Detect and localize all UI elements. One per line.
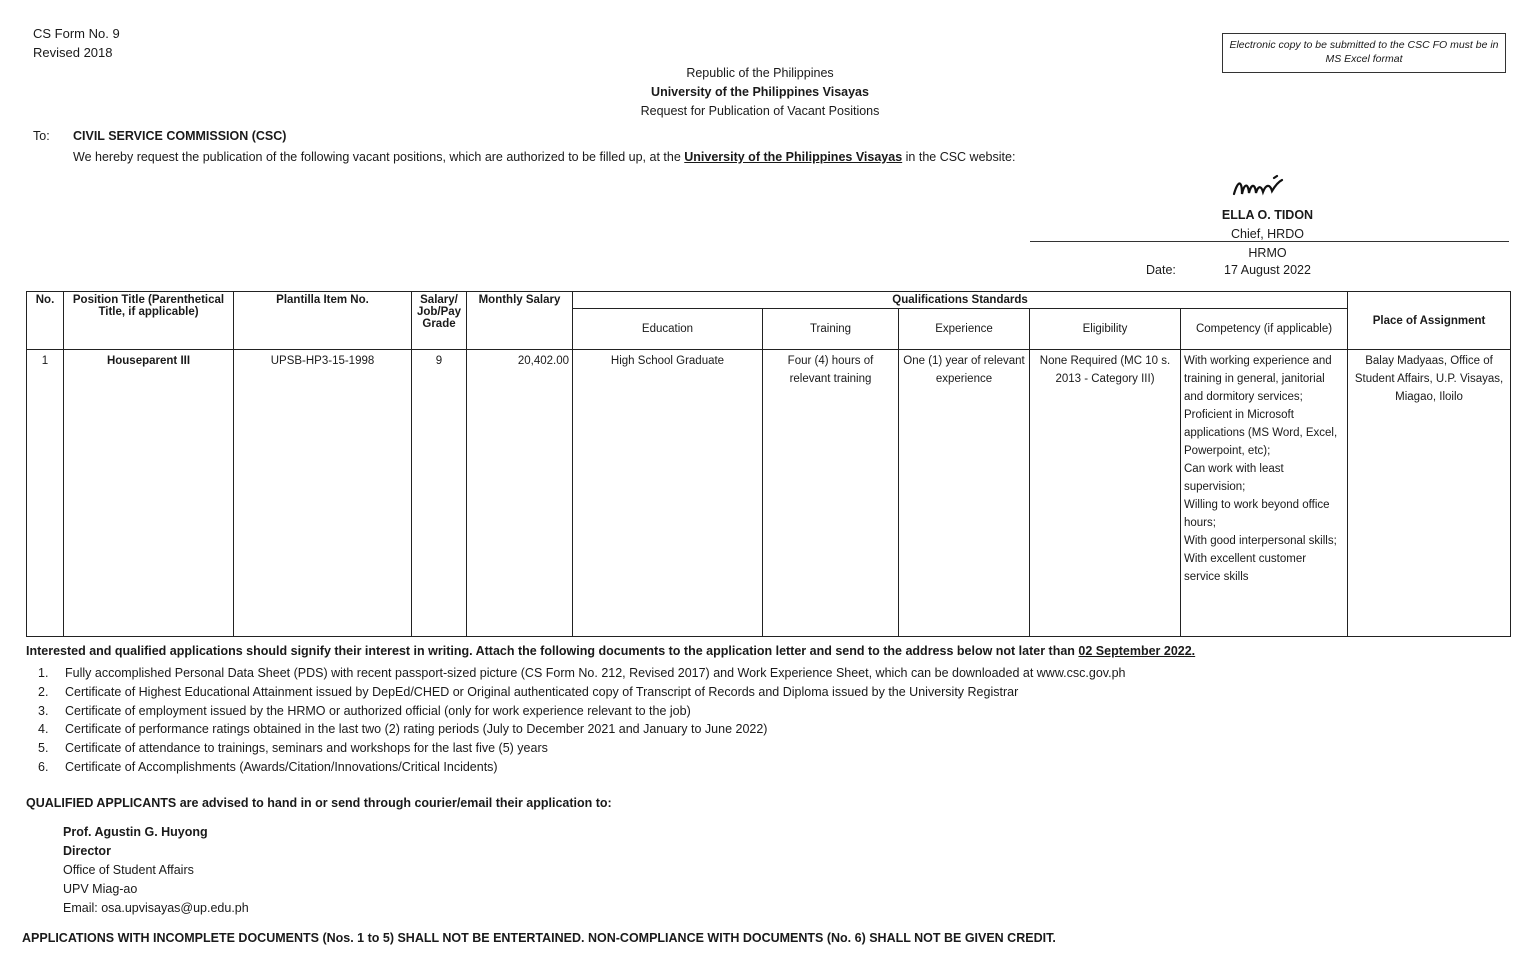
- signatory-office: HRMO: [1248, 246, 1287, 260]
- date-value: 17 August 2022: [1224, 263, 1311, 277]
- list-item-text: Fully accomplished Personal Data Sheet (PDS) with recent passport-sized picture (CS Form No. 212, Revised 2017) and Work Experience Sheet, which can be downloaded at www.csc.gov.ph: [65, 666, 1126, 680]
- list-item-text: Certificate of Highest Educational Attainment issued by DepEd/CHED or Original authenticated copy of Transcript of Records and Diploma issued by the University Registrar: [65, 684, 1019, 699]
- cell-education: High School Graduate: [573, 350, 763, 637]
- competency-item: With excellent customer service skills: [1184, 553, 1307, 583]
- table-row: [27, 350, 1511, 637]
- application-instructions: [26, 644, 1195, 658]
- col-header-eligibility: Eligibility: [1030, 309, 1181, 350]
- deadline-date: 02 September 2022.: [1078, 644, 1196, 658]
- compliance-warning: APPLICATIONS WITH INCOMPLETE DOCUMENTS (Nos. 1 to 5) SHALL NOT BE ENTERTAINED. NON-COMPLIANCE WITH DOCUMENTS (No. 6) SHALL NOT BE GIVEN CREDIT.: [22, 931, 1056, 945]
- table-header-row: [27, 292, 1511, 309]
- list-item-text: Certificate of employment issued by the HRMO or authorized official (only for work experience relevant to the job): [65, 703, 691, 718]
- list-item: [38, 758, 1125, 777]
- document-header: [560, 64, 960, 121]
- list-item-number: 6.: [38, 759, 49, 774]
- date-label: Date:: [1146, 263, 1176, 277]
- col-header-monthly-salary: Monthly Salary: [467, 292, 573, 350]
- document-title: Request for Publication of Vacant Positions: [640, 104, 880, 118]
- competency-item: Willing to work beyond office hours;: [1184, 499, 1330, 529]
- requirements-list: [38, 664, 1125, 777]
- competency-item: Can work with least supervision;: [1184, 463, 1284, 493]
- agency-name: University of the Philippines Visayas: [651, 85, 869, 99]
- contact-address: UPV Miag-ao: [63, 882, 138, 896]
- list-item: [38, 739, 1125, 758]
- advisory-text: QUALIFIED APPLICANTS are advised to hand in or send through courier/email their application to:: [26, 796, 612, 810]
- contact-email: Email: osa.upvisayas@up.edu.ph: [63, 901, 249, 915]
- signature-rule: [1030, 241, 1509, 242]
- col-header-position-title: Position Title (Parenthetical Title, if applicable): [64, 292, 234, 350]
- form-revision: Revised 2018: [33, 45, 113, 60]
- cell-training: Four (4) hours of relevant training: [763, 350, 899, 637]
- request-text-before: We hereby request the publication of the following vacant positions, which are authorized to be filled up, at the: [73, 150, 685, 164]
- col-header-education: Education: [573, 309, 763, 350]
- cell-plantilla: UPSB-HP3-15-1998: [234, 350, 412, 637]
- list-item: [38, 720, 1125, 739]
- list-item: [38, 683, 1125, 702]
- cell-position-title: Houseparent III: [64, 350, 234, 637]
- cell-eligibility: None Required (MC 10 s. 2013 - Category III): [1030, 350, 1181, 637]
- instructions-text: Interested and qualified applications should signify their interest in writing. Attach the following documents to the application letter and send to the address below not later than: [26, 644, 1079, 658]
- addressee-name: CIVIL SERVICE COMMISSION (CSC): [73, 129, 287, 143]
- col-header-salary-grade: Salary/ Job/Pay Grade: [412, 292, 467, 350]
- signatory-position: Chief, HRDO: [1231, 227, 1304, 241]
- col-header-competency: Competency (if applicable): [1181, 309, 1348, 350]
- cell-monthly-salary: 20,402.00: [467, 350, 573, 637]
- col-header-no: No.: [27, 292, 64, 350]
- list-item-number: 5.: [38, 741, 49, 756]
- list-item-number: 2.: [38, 684, 49, 699]
- request-statement: [73, 150, 1015, 164]
- signatory-block: [1200, 206, 1335, 263]
- list-item: [38, 664, 1125, 683]
- request-agency: University of the Philippines Visayas: [684, 150, 903, 164]
- submission-note: Electronic copy to be submitted to the CSC FO must be in MS Excel format: [1222, 33, 1506, 73]
- signatory-name: ELLA O. TIDON: [1221, 208, 1314, 222]
- col-header-training: Training: [763, 309, 899, 350]
- contact-title: Director: [63, 844, 111, 858]
- col-header-plantilla: Plantilla Item No.: [234, 292, 412, 350]
- list-item-text: Certificate of attendance to trainings, seminars and workshops for the last five (5) years: [65, 741, 548, 756]
- country-name: Republic of the Philippines: [686, 66, 834, 80]
- competency-item: With working experience and training in general, janitorial and dormitory services;: [1184, 355, 1332, 403]
- contact-block: [63, 823, 249, 918]
- cell-experience: One (1) year of relevant experience: [899, 350, 1030, 637]
- competency-item: Proficient in Microsoft applications (MS Word, Excel, Powerpoint, etc);: [1184, 409, 1338, 457]
- cell-no: 1: [27, 350, 64, 637]
- cell-salary-grade: 9: [412, 350, 467, 637]
- col-header-qualifications: Qualifications Standards: [573, 292, 1348, 309]
- form-number: CS Form No. 9: [33, 26, 120, 41]
- list-item-number: 3.: [38, 703, 49, 718]
- vacant-positions-table: [26, 291, 1511, 637]
- contact-name: Prof. Agustin G. Huyong: [63, 825, 208, 839]
- list-item-number: 1.: [38, 666, 49, 680]
- list-item: [38, 702, 1125, 721]
- list-item-text: Certificate of Accomplishments (Awards/Citation/Innovations/Critical Incidents): [65, 759, 498, 774]
- addressee-line: [33, 129, 286, 143]
- contact-office: Office of Student Affairs: [63, 863, 194, 877]
- cell-competency: [1181, 350, 1348, 637]
- addressee-label: To:: [33, 129, 50, 143]
- competency-item: With good interpersonal skills;: [1184, 535, 1337, 547]
- list-item-number: 4.: [38, 722, 49, 737]
- request-text-after: in the CSC website:: [902, 150, 1016, 164]
- handwritten-signature: [1230, 172, 1290, 202]
- cell-place: Balay Madyaas, Office of Student Affairs, U.P. Visayas, Miagao, Iloilo: [1348, 350, 1511, 637]
- col-header-place: Place of Assignment: [1348, 292, 1511, 350]
- form-number-block: [33, 24, 120, 62]
- list-item-text: Certificate of performance ratings obtained in the last two (2) rating periods (July to December 2021 and January to June 2022): [65, 722, 768, 737]
- col-header-experience: Experience: [899, 309, 1030, 350]
